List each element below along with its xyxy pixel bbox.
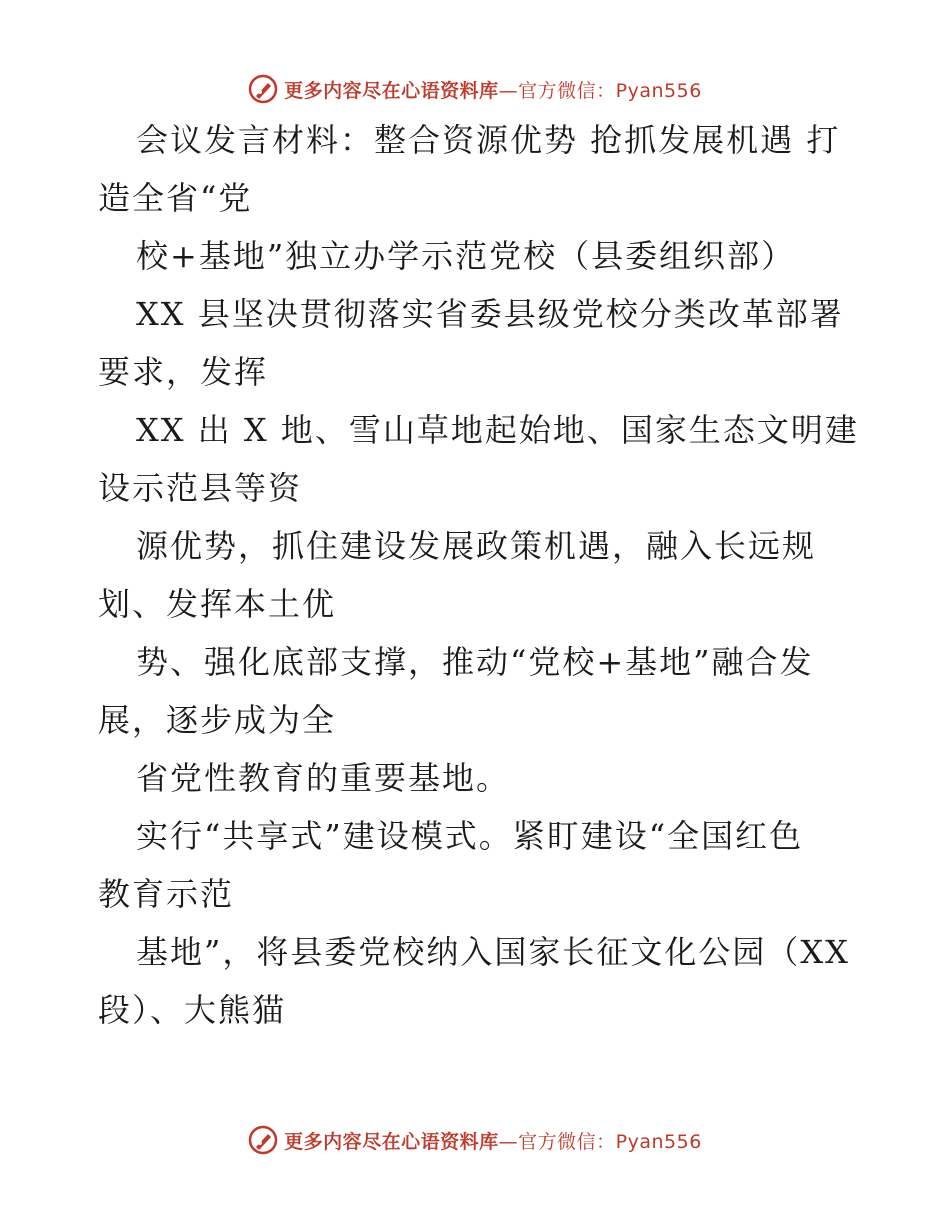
text-line: 段）、大熊猫 <box>98 991 287 1029</box>
text-line: 源优势，抓住建设发展政策机遇，融入长远规 <box>136 527 817 565</box>
text-line: 实行“共享式”建设模式。紧盯建设“全国红色 <box>136 817 804 855</box>
watermark-text <box>284 1127 702 1154</box>
text-line: 会议发言材料：整合资源优势 抢抓发展机遇 打 <box>136 121 841 159</box>
pen-logo-icon <box>248 1125 278 1155</box>
text-line: 基地”，将县委党校纳入国家长征文化公园（XX <box>136 933 850 971</box>
watermark-brand: 更多内容尽在心语资料库 <box>284 1130 499 1153</box>
watermark-banner-bottom <box>0 1123 950 1157</box>
text-line: XX 出 X 地、雪山草地起始地、国家生态文明建 <box>136 411 859 449</box>
text-line: 教育示范 <box>98 875 235 913</box>
watermark-dash: — <box>498 1130 519 1153</box>
watermark-text <box>284 76 702 103</box>
watermark-wechat: 官方微信：Pyan556 <box>518 79 702 102</box>
watermark-banner-top <box>0 72 950 106</box>
text-line: 造全省“党 <box>98 179 253 217</box>
text-line: 展，逐步成为全 <box>98 701 337 739</box>
text-line: 划、发挥本土优 <box>98 585 337 623</box>
text-line: 省党性教育的重要基地。 <box>136 759 511 797</box>
text-line: 要求，发挥 <box>98 353 269 391</box>
text-line: 势、强化底部支撑，推动“党校+基地”融合发 <box>136 643 814 681</box>
watermark-dash: — <box>498 79 519 102</box>
text-line: 校+基地”独立办学示范党校（县委组织部） <box>136 237 796 275</box>
pen-logo-icon <box>248 74 278 104</box>
watermark-brand: 更多内容尽在心语资料库 <box>284 79 499 102</box>
text-line: XX 县坚决贯彻落实省委县级党校分类改革部署 <box>136 295 844 333</box>
text-line: 设示范县等资 <box>98 469 303 507</box>
watermark-wechat: 官方微信：Pyan556 <box>518 1130 702 1153</box>
